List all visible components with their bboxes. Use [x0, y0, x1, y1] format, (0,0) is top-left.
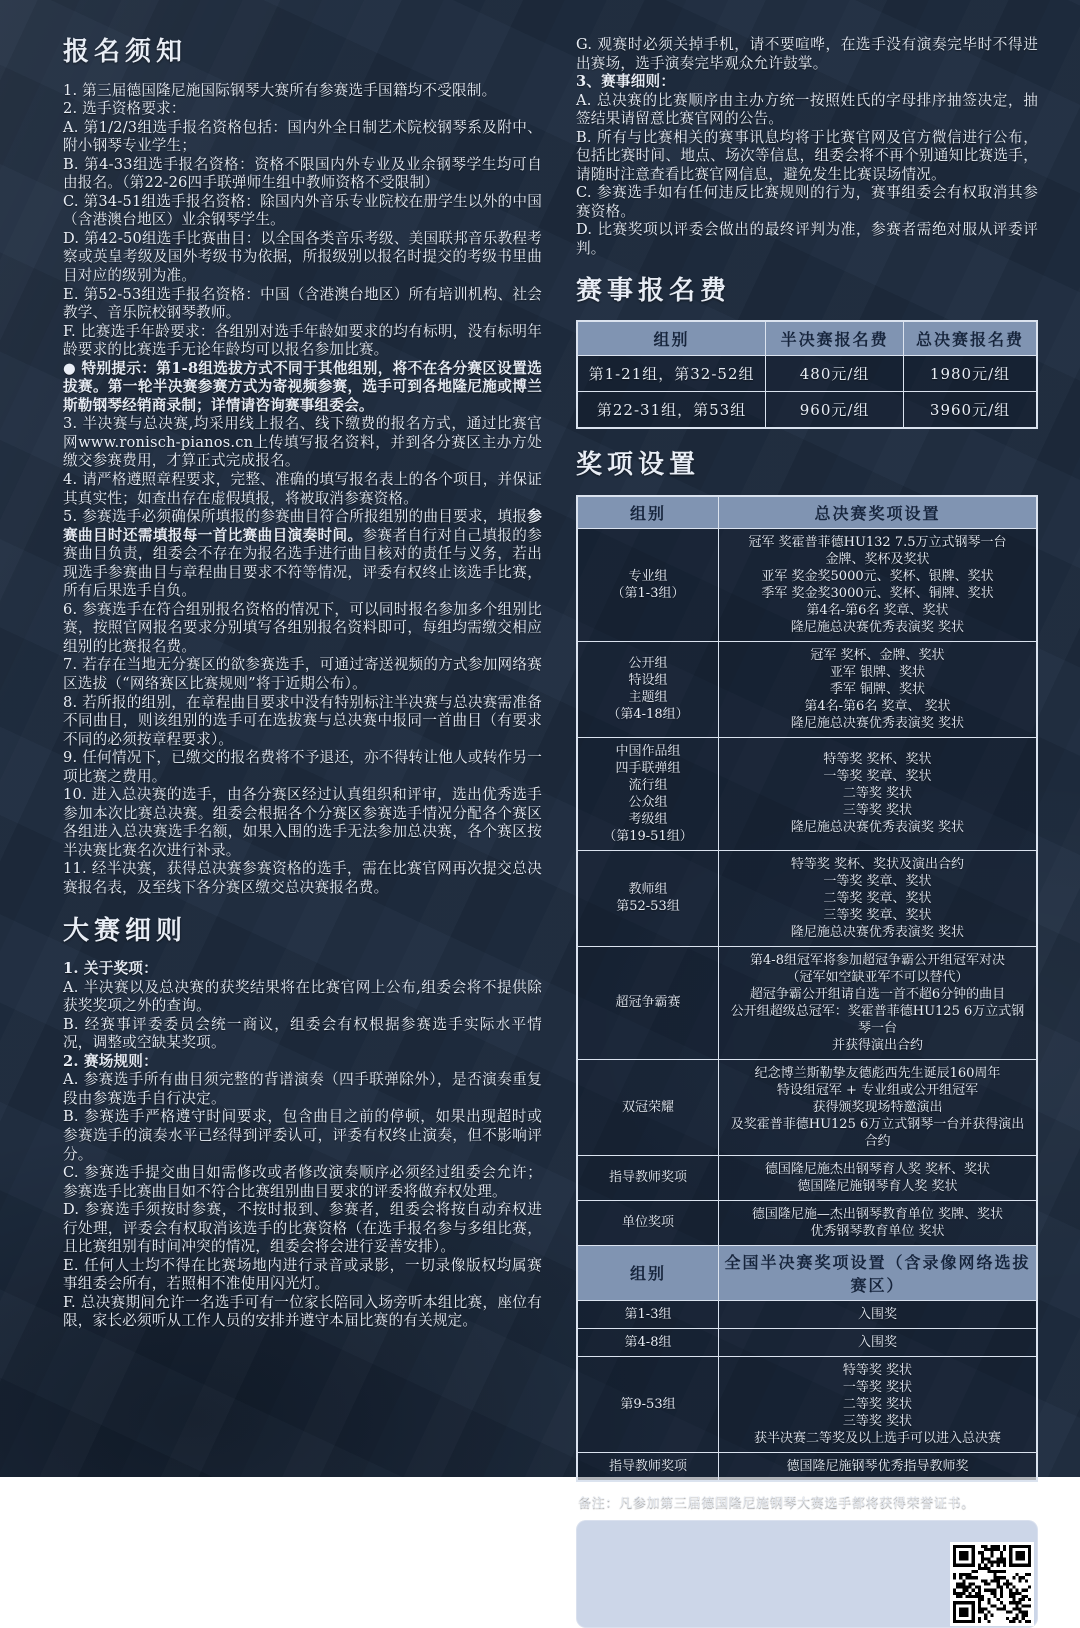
rules-paragraph: A. 参赛选手所有曲目须完整的背谱演奏（四手联弹除外），是否演奏重复段由参赛选手自行决定。 [63, 1071, 542, 1107]
awards-header-group: 组别 [577, 1245, 719, 1300]
notice-paragraph: 4. 请严格遵照章程要求，完整、准确的填写报名表上的各个项目，并保证其真实性；如查出存在虚假填报，将被取消参赛资格。 [63, 470, 542, 507]
footnote: 备注：凡参加第三届德国隆尼施钢琴大赛选手都将获得荣誉证书。 [578, 1495, 975, 1511]
awards-header-title: 总决赛奖项设置 [719, 496, 1038, 529]
registration-notice-section [63, 82, 542, 898]
registration-notice-title: 报名须知 [63, 37, 188, 67]
awards-header-group: 组别 [577, 496, 719, 529]
fee-table-cell: 3960元/组 [904, 392, 1037, 429]
rules-paragraph: B. 参赛选手严格遵守时间要求，包含曲目之前的停顿，如果出现超时或参赛选手的演奏水平已经得到评委认可，评委有权终止演奏，但不影响评分。 [63, 1108, 542, 1163]
notice-paragraph: A. 第1/2/3组选手报名资格包括：国内外全日制艺术院校钢琴系及附中、附小钢琴专业学生； [63, 118, 542, 155]
notice-paragraph: 3. 半决赛与总决赛,均采用线上报名、线下缴费的报名方式，通过比赛官网www.ronisch-pianos.cn上传填写报名资料，并到各分赛区主办方处缴交参赛费用，才算正式完成报名。 [63, 415, 542, 470]
notice-paragraph: 6. 参赛选手在符合组别报名资格的情况下，可以同时报名参加多个组别比赛，按照官网报名要求分别填写各组别报名资料即可，每组均需缴交相应组别的比赛报名费。 [63, 600, 542, 655]
rules-paragraph: C. 参赛选手提交曲目如需修改或者修改演奏顺序必须经过组委会允许；参赛选手比赛曲目如不符合比赛组别曲目要求的评委将做弃权处理。 [63, 1164, 542, 1200]
awards-table-row [577, 641, 1037, 737]
rules-paragraph: 1. 关于奖项： [63, 960, 158, 978]
notice-paragraph: 9. 任何情况下，已缴交的报名费将不予退还，亦不得转让他人或转作另一项比赛之费用。 [63, 749, 542, 785]
rules-paragraph: 2. 赛场规则： [63, 1052, 158, 1070]
awards-details-cell: 德国隆尼施杰出钢琴育人奖 奖杯、奖状 德国隆尼施钢琴育人奖 奖状 [719, 1155, 1038, 1200]
awards-header-title: 全国半决赛奖项设置（含录像网络选拔赛区） [719, 1245, 1038, 1300]
notice-paragraph: 5. 参赛选手必须确保所填报的参赛曲目符合所报组别的曲目要求，填报参赛曲目时还需填报每一首比赛曲目演奏时间。参赛者自行对自己填报的参赛曲目负责，组委会不存在为报名选手进行曲目核对的责任与义务，若出现选手参赛曲目与章程曲目要求不符等情况，评委有权终止该选手比赛，所有后果选手自负。 [63, 508, 542, 600]
awards-table-row [577, 737, 1037, 850]
fee-table-header-cell: 组别 [577, 321, 766, 356]
fees-section [576, 275, 1038, 430]
awards-group-cell: 双冠荣耀 [577, 1059, 719, 1155]
awards-table-row [577, 850, 1037, 946]
rules-paragraph: B. 经赛事评委委员会统一商议，组委会有权根据参赛选手实际水平情况，调整或空缺某奖项。 [63, 1015, 542, 1052]
awards-group-cell: 超冠争霸赛 [577, 946, 719, 1059]
awards-group-cell: 第4-8组 [577, 1328, 719, 1356]
awards-group-cell: 教师组 第52-53组 [577, 850, 719, 946]
competition-rules-title: 大赛细则 [63, 915, 188, 946]
fee-table-row [577, 392, 1037, 429]
right-column [576, 36, 1038, 1628]
awards-details-cell: 冠军 奖杯、金牌、奖状 亚军 银牌、奖状 季军 铜牌、奖状 第4名-第6名 奖章、 奖状 隆尼施总决赛优秀表演奖 奖状 [719, 641, 1038, 737]
awards-table-row [577, 1328, 1037, 1356]
notice-paragraph: ● 特别提示：第1-8组选拔方式不同于其他组别，将不在各分赛区设置选拔赛。第一轮半决赛参赛方式为寄视频参赛，选手可到各地隆尼施或博兰斯勒钢琴经销商录制；详情请咨询赛事组委会。 [63, 359, 542, 414]
fee-table-cell: 960元/组 [766, 392, 904, 429]
notice-paragraph: F. 比赛选手年龄要求：各组别对选手年龄如要求的均有标明，没有标明年龄要求的比赛选手无论年龄均可以报名参加比赛。 [63, 322, 542, 359]
awards-table-row [577, 1300, 1037, 1328]
awards-title: 奖项设置 [576, 450, 701, 481]
awards-table [576, 495, 1038, 1482]
qr-panel [576, 1520, 1038, 1628]
awards-table-row [577, 1356, 1037, 1452]
event-rules-paragraph: 3、赛事细则： [576, 73, 676, 91]
rules-paragraph: A. 半决赛以及总决赛的获奖结果将在比赛官网上公布,组委会将不提供除获奖奖项之外的查询。 [63, 978, 542, 1015]
awards-table-header-row [577, 1245, 1037, 1300]
awards-details-cell: 纪念博兰斯勒挚友德彪西先生诞辰160周年 特设组冠军 + 专业组或公开组冠军 获得颁奖现场特邀演出 及奖霍普菲德HU125 6万立式钢琴一台并获得演出合约 [719, 1059, 1038, 1155]
notice-paragraph: B. 第4-33组选手报名资格：资格不限国内外专业及业余钢琴学生均可自由报名。（第22-26四手联弹师生组中教师资格不受限制） [63, 155, 542, 192]
awards-group-cell: 中国作品组 四手联弹组 流行组 公众组 考级组 （第19-51组） [577, 737, 719, 850]
awards-group-cell: 指导教师奖项 [577, 1452, 719, 1481]
fee-table-header-cell: 半决赛报名费 [766, 321, 904, 356]
awards-group-cell: 专业组 （第1-3组） [577, 528, 719, 641]
fee-table-header-cell: 总决赛报名费 [904, 321, 1037, 356]
awards-details-cell: 第4-8组冠军将参加超冠争霸公开组冠军对决 （冠军如空缺亚军不可以替代） 超冠争霸公开组请自选一首不超6分钟的曲目 公开组超级总冠军：奖霍普菲德HU125 6万立式钢琴一台 并获得演出合约 [719, 946, 1038, 1059]
event-rules-continued-section [576, 36, 1038, 259]
awards-details-cell: 德国隆尼施钢琴优秀指导教师奖 [719, 1452, 1038, 1481]
awards-details-cell: 入围奖 [719, 1300, 1038, 1328]
awards-group-cell: 第9-53组 [577, 1356, 719, 1452]
notice-paragraph: 11. 经半决赛，获得总决赛参赛资格的选手，需在比赛官网再次提交总决赛报名表，及至线下各分赛区缴交总决赛报名费。 [63, 860, 542, 897]
notice-paragraph: 8. 若所报的组别，在章程曲目要求中没有特别标注半决赛与总决赛需准备不同曲目，则该组别的选手可在选拔赛与总决赛中报同一首曲目（有要求不同的必须按章程要求）。 [63, 693, 542, 748]
awards-details-cell: 特等奖 奖状 一等奖 奖状 二等奖 奖状 三等奖 奖状 获半决赛二等奖及以上选手可以进入总决赛 [719, 1356, 1038, 1452]
awards-details-cell: 德国隆尼施—杰出钢琴教育单位 奖牌、奖状 优秀钢琴教育单位 奖状 [719, 1200, 1038, 1245]
awards-group-cell: 公开组 特设组 主题组 （第4-18组） [577, 641, 719, 737]
rules-paragraph: E. 任何人士均不得在比赛场地内进行录音或录影，一切录像版权均属赛事组委会所有，若照相不准使用闪光灯。 [63, 1256, 542, 1293]
notice-paragraph: 1. 第三届德国隆尼施国际钢琴大赛所有参赛选手国籍均不受限制。 [63, 81, 497, 99]
awards-details-cell: 特等奖 奖杯、奖状及演出合约 一等奖 奖章、奖状 二等奖 奖章、奖状 三等奖 奖章、奖状 隆尼施总决赛优秀表演奖 奖状 [719, 850, 1038, 946]
notice-paragraph: 2. 选手资格要求： [63, 100, 186, 118]
event-rules-paragraph: C. 参赛选手如有任何违反比赛规则的行为，赛事组委会有权取消其参赛资格。 [576, 184, 1038, 220]
notice-paragraph: D. 第42-50组选手比赛曲目：以全国各类音乐考级、美国联邦音乐教程考察或英皇考级及国外考级书为依据，所报级别以报名时提交的考级书里曲目对应的级别为准。 [63, 229, 542, 284]
fee-table [576, 320, 1038, 429]
awards-details-cell: 冠军 奖霍普菲德HU132 7.5万立式钢琴一台 金牌、奖杯及奖状 亚军 奖金奖5000元、奖杯、银牌、奖状 季军 奖金奖3000元、奖杯、铜牌、奖状 第4名-第6名 奖章、奖状 隆尼施总决赛优秀表演奖 奖状 [719, 528, 1038, 641]
event-rules-paragraph: B. 所有与比赛相关的赛事讯息均将于比赛官网及官方微信进行公布，包括比赛时间、地点、场次等信息，组委会将不再个别通知比赛选手，请随时注意查看比赛官网信息，避免发生比赛误场情况。 [576, 128, 1038, 183]
fee-table-row [577, 356, 1037, 392]
event-rules-paragraph: G. 观赛时必须关掉手机，请不要喧哗，在选手没有演奏完毕时不得进出赛场，选手演奏完毕观众允许鼓掌。 [576, 36, 1038, 72]
event-rules-paragraph: A. 总决赛的比赛顺序由主办方统一按照姓氏的字母排序抽签决定，抽签结果请留意比赛官网的公告。 [576, 91, 1038, 128]
rules-paragraph: D. 参赛选手须按时参赛，不按时报到、参赛者，组委会将按自动弃权进行处理，评委会有权取消该选手的比赛资格（在选手报名参与多组比赛，且比赛组别有时间冲突的情况，组委会将会进行妥善安排）。 [63, 1201, 542, 1256]
awards-table-row [577, 946, 1037, 1059]
fee-table-header-row [577, 321, 1037, 356]
awards-details-cell: 入围奖 [719, 1328, 1038, 1356]
fee-table-cell: 第22-31组，第53组 [577, 392, 766, 429]
notice-paragraph: C. 第34-51组选手报名资格：除国内外音乐专业院校在册学生以外的中国（含港澳台地区）业余钢琴学生。 [63, 192, 542, 229]
awards-group-cell: 指导教师奖项 [577, 1155, 719, 1200]
notice-paragraph: 10. 进入总决赛的选手，由各分赛区经过认真组织和评审，选出优秀选手参加本次比赛总决赛。组委会根据各个分赛区参赛选手情况分配各个赛区各组进入总决赛选手名额，如果入围的选手无法参加总决赛，各个赛区按半决赛比赛名次进行补录。 [63, 786, 542, 859]
awards-table-row [577, 1200, 1037, 1245]
fee-table-cell: 480元/组 [766, 356, 904, 392]
awards-table-header-row [577, 496, 1037, 529]
fee-table-cell: 1980元/组 [904, 356, 1037, 392]
left-column [63, 36, 542, 1628]
rules-paragraph: F. 总决赛期间允许一名选手可有一位家长陪同入场旁听本组比赛，座位有限，家长必须听从工作人员的安排并遵守本届比赛的有关规定。 [63, 1293, 542, 1330]
awards-group-cell: 单位奖项 [577, 1200, 719, 1245]
awards-group-cell: 第1-3组 [577, 1300, 719, 1328]
awards-section [576, 449, 1038, 1482]
notice-paragraph: E. 第52-53组选手报名资格：中国（含港澳台地区）所有培训机构、社会教学、音乐院校钢琴教师。 [63, 285, 542, 322]
event-rules-paragraph: D. 比赛奖项以评委会做出的最终评判为准，参赛者需绝对服从评委评判。 [576, 221, 1038, 258]
awards-details-cell: 特等奖 奖杯、奖状 一等奖 奖章、奖状 二等奖 奖状 三等奖 奖状 隆尼施总决赛优秀表演奖 奖状 [719, 737, 1038, 850]
fee-table-cell: 第1-21组，第32-52组 [577, 356, 766, 392]
awards-table-row [577, 1452, 1037, 1481]
competition-rules-section [63, 960, 542, 1331]
notice-paragraph: 7. 若存在当地无分赛区的欲参赛选手，可通过寄送视频的方式参加网络赛区选拔（“网络赛区比赛规则”将于近期公布）。 [63, 656, 542, 692]
awards-table-row [577, 1059, 1037, 1155]
fees-title: 赛事报名费 [576, 275, 732, 306]
awards-table-row [577, 528, 1037, 641]
awards-table-row [577, 1155, 1037, 1200]
qr-code-icon [950, 1542, 1034, 1626]
